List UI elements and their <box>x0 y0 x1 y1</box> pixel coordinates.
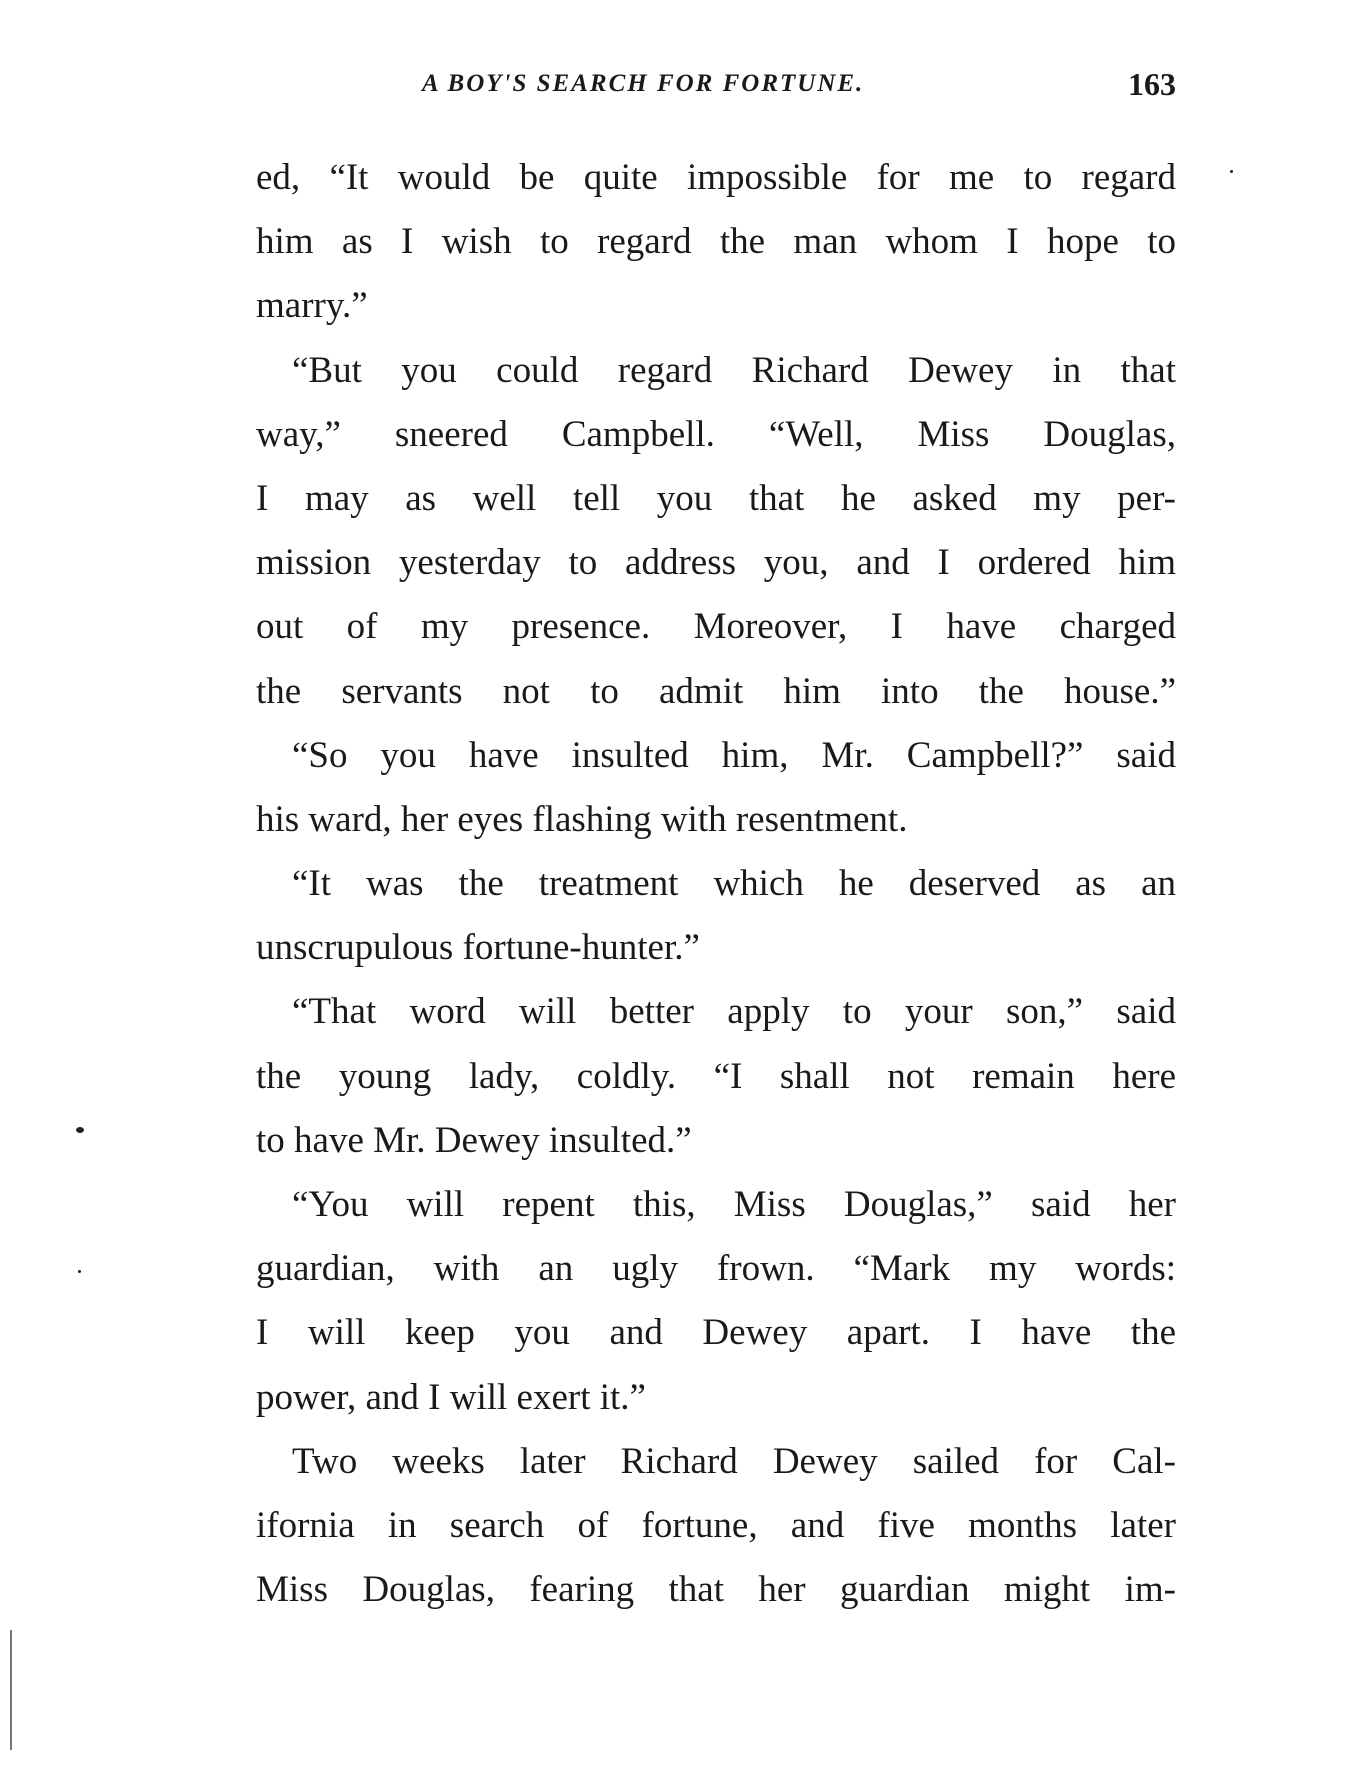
text-line: ifornia in search of fortune, and five months later <box>256 1504 1176 1546</box>
text-line: unscrupulous fortune-hunter.” <box>256 927 700 969</box>
text-line: ed, “It would be quite impossible for me to regard <box>256 157 1176 198</box>
text-line: mission yesterday to address you, and I ordered him <box>256 542 1176 584</box>
text-line: the young lady, coldly. “I shall not remain here <box>256 1055 1176 1097</box>
text-line: guardian, with an ugly frown. “Mark my words: <box>256 1248 1176 1290</box>
ink-speck <box>78 1270 81 1273</box>
running-title: A BOY'S SEARCH FOR FORTUNE. <box>422 70 865 97</box>
ink-speck <box>76 1127 84 1133</box>
text-line: “So you have insulted him, Mr. Campbell?” said <box>292 734 1176 776</box>
body-text <box>256 154 1176 1630</box>
text-line: I will keep you and Dewey apart. I have the <box>256 1312 1176 1354</box>
text-line: “But you could regard Richard Dewey in that <box>292 349 1176 391</box>
text-line: the servants not to admit him into the house.” <box>256 670 1176 712</box>
text-line: “That word will better apply to your son,” said <box>292 991 1176 1033</box>
text-line: marry.” <box>256 285 368 327</box>
text-line: I may as well tell you that he asked my per- <box>256 477 1176 519</box>
text-line: way,” sneered Campbell. “Well, Miss Douglas, <box>256 413 1176 455</box>
text-line: “You will repent this, Miss Douglas,” said her <box>292 1184 1176 1225</box>
running-head <box>256 66 1176 110</box>
text-line: to have Mr. Dewey insulted.” <box>256 1119 692 1161</box>
text-line: Miss Douglas, fearing that her guardian might im- <box>256 1569 1176 1611</box>
text-line: him as I wish to regard the man whom I hope to <box>256 221 1176 263</box>
text-line: out of my presence. Moreover, I have charged <box>256 606 1176 648</box>
text-line: power, and I will exert it.” <box>256 1376 646 1418</box>
text-line: his ward, her eyes flashing with resentment. <box>256 798 908 840</box>
margin-mark <box>10 1630 12 1750</box>
text-line: “It was the treatment which he deserved as an <box>292 863 1176 905</box>
ink-speck <box>1230 170 1233 173</box>
text-line: Two weeks later Richard Dewey sailed for Cal- <box>292 1440 1176 1482</box>
page-number: 163 <box>1128 66 1176 102</box>
